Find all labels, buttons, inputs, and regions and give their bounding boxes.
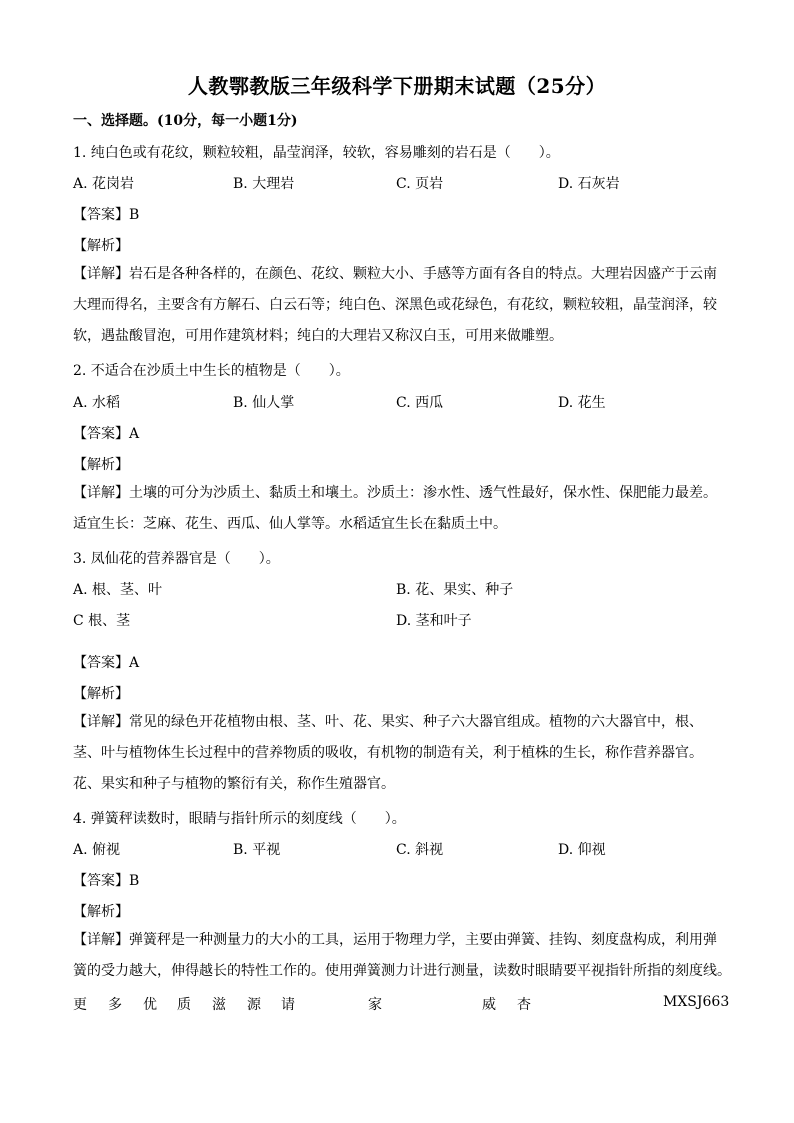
footer-char: 杏: [517, 997, 531, 1013]
question-2-stem: 2. 不适合在沙质土中生长的植物是（ ）。: [73, 363, 350, 379]
page-title: 人教鄂教版三年级科学下册期末试题（25分）: [187, 74, 607, 98]
question-1-stem: 1. 纯白色或有花纹，颗粒较粗，晶莹润泽，较软，容易雕刻的岩石是（ ）。: [73, 145, 560, 161]
detail-line: 花、果实和种子与植物的繁衍有关，称作生殖器官。: [73, 776, 395, 792]
question-1-option-c: C. 页岩: [396, 176, 444, 192]
question-4-option-c: C. 斜视: [396, 842, 444, 858]
detail-line: 【详解】土壤的可分为沙质土、黏质土和壤土。沙质土：渗水性、透气性最好，保水性、保肥能力最差。: [73, 485, 717, 501]
question-3-option-d: D. 茎和叶子: [396, 613, 472, 629]
question-2-option-d: D. 花生: [558, 395, 606, 411]
footer-char: 源: [247, 997, 261, 1013]
footer-char: 更: [73, 997, 87, 1013]
question-4-option-a: A. 俯视: [73, 842, 121, 858]
question-2-option-a: A. 水稻: [73, 395, 121, 411]
question-2-analysis-label: 【解析】: [73, 457, 129, 473]
footer-char: 家: [368, 997, 382, 1013]
question-3-stem: 3. 凤仙花的营养器官是（ ）。: [73, 551, 280, 567]
footer-code: MXSJ663: [663, 994, 730, 1010]
question-2-option-c: C. 西瓜: [396, 395, 444, 411]
detail-line: 软，遇盐酸冒泡，可用作建筑材料；纯白的大理岩又称汉白玉，可用来做雕塑。: [73, 328, 563, 344]
detail-line: 大理而得名，主要含有方解石、白云石等；纯白色、深黑色或花绿色，有花纹，颗粒较粗，晶莹润泽，较: [73, 297, 717, 313]
detail-line: 【详解】岩石是各种各样的，在颜色、花纹、颗粒大小、手感等方面有各自的特点。大理岩因盛产于云南: [73, 266, 717, 282]
question-4-analysis-label: 【解析】: [73, 904, 129, 920]
question-3-answer: 【答案】A: [73, 655, 140, 671]
question-1-detail: [73, 259, 723, 352]
question-4-detail: [73, 925, 731, 987]
footer-char: 优: [143, 997, 157, 1013]
question-4-stem: 4. 弹簧秤读数时，眼睛与指针所示的刻度线（ ）。: [73, 811, 406, 827]
question-3-option-b: B. 花、果实、种子: [396, 582, 514, 598]
question-3-detail: [73, 707, 723, 800]
question-1-option-a: A. 花岗岩: [73, 176, 135, 192]
question-3-analysis-label: 【解析】: [73, 686, 129, 702]
question-4-option-d: D. 仰视: [558, 842, 606, 858]
question-4-answer: 【答案】B: [73, 873, 140, 889]
question-2-detail: [73, 478, 723, 540]
footer-char: 请: [281, 997, 295, 1013]
detail-line: 【详解】常见的绿色开花植物由根、茎、叶、花、果实、种子六大器官组成。植物的六大器官中，根、: [73, 714, 703, 730]
question-1-option-d: D. 石灰岩: [558, 176, 620, 192]
question-1-analysis-label: 【解析】: [73, 238, 129, 254]
detail-line: 【详解】弹簧秤是一种测量力的大小的工具，运用于物理力学，主要由弹簧、挂钩、刻度盘构成，利用弹: [73, 932, 717, 948]
question-1-option-b: B. 大理岩: [233, 176, 295, 192]
footer-char: 多: [108, 997, 122, 1013]
question-3-option-c: C 根、茎: [73, 613, 131, 629]
footer-char: 滋: [212, 997, 226, 1013]
question-4-option-b: B. 平视: [233, 842, 281, 858]
detail-line: 适宜生长：芝麻、花生、西瓜、仙人掌等。水稻适宜生长在黏质土中。: [73, 516, 507, 532]
detail-line: 茎、叶与植物体生长过程中的营养物质的吸收，有机物的制造有关，利于植株的生长，称作营养器官。: [73, 745, 703, 761]
question-2-option-b: B. 仙人掌: [233, 395, 295, 411]
detail-line: 簧的受力越大，伸得越长的特性工作的。使用弹簧测力计进行测量，读数时眼睛要平视指针所指的刻度线。: [73, 963, 731, 979]
question-1-answer: 【答案】B: [73, 207, 140, 223]
footer-char: 威: [482, 997, 496, 1013]
question-3-option-a: A. 根、茎、叶: [73, 582, 163, 598]
question-2-answer: 【答案】A: [73, 426, 140, 442]
footer-char: 质: [177, 997, 191, 1013]
section-heading: 一、选择题。(10分，每一小题1分): [73, 113, 298, 129]
